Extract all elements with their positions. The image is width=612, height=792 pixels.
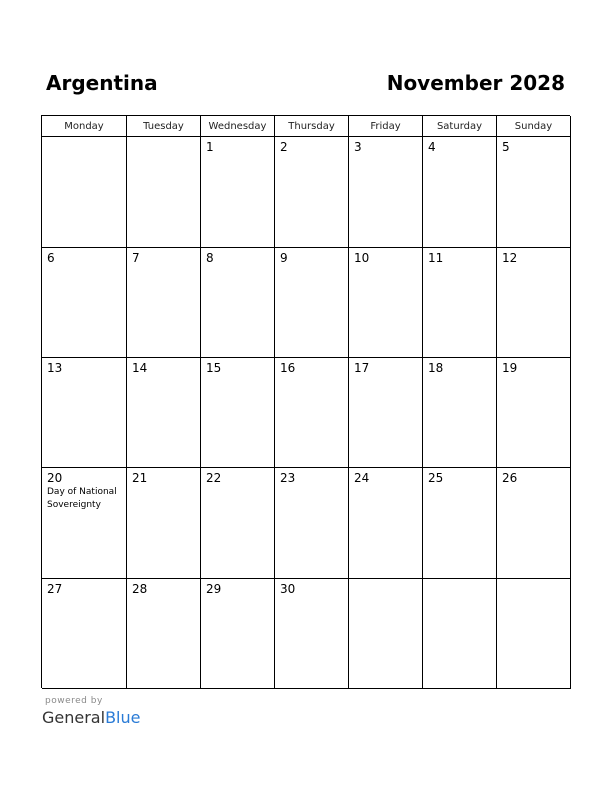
weekday-tuesday: Tuesday <box>127 116 201 137</box>
day-cell <box>42 137 127 248</box>
day-number: 27 <box>47 582 63 596</box>
day-cell <box>423 579 497 689</box>
day-number: 3 <box>354 140 362 154</box>
weekday-sunday: Sunday <box>497 116 571 137</box>
day-number: 1 <box>206 140 214 154</box>
day-cell <box>127 248 201 358</box>
day-number: 15 <box>206 361 222 375</box>
day-number: 19 <box>502 361 518 375</box>
day-cell <box>497 579 571 689</box>
day-number: 24 <box>354 471 370 485</box>
day-cell <box>423 248 497 358</box>
generalblue-logo[interactable] <box>42 708 140 727</box>
powered-by-text: powered by <box>45 696 103 706</box>
day-number: 18 <box>428 361 444 375</box>
day-cell <box>349 468 423 579</box>
day-number: 11 <box>428 251 444 265</box>
day-cell <box>42 579 127 689</box>
day-cell <box>349 579 423 689</box>
calendar-grid <box>41 115 570 688</box>
day-cell <box>349 137 423 248</box>
day-cell <box>423 137 497 248</box>
day-cell <box>201 358 275 468</box>
day-cell <box>349 358 423 468</box>
day-number: 2 <box>280 140 288 154</box>
day-cell-holiday <box>42 468 127 579</box>
day-cell <box>423 358 497 468</box>
day-number: 7 <box>132 251 140 265</box>
day-number: 23 <box>280 471 296 485</box>
day-number: 22 <box>206 471 222 485</box>
day-number: 4 <box>428 140 436 154</box>
day-cell <box>42 248 127 358</box>
weekday-wednesday: Wednesday <box>201 116 275 137</box>
day-number: 8 <box>206 251 214 265</box>
weekday-thursday: Thursday <box>275 116 349 137</box>
day-cell <box>275 358 349 468</box>
day-cell <box>275 248 349 358</box>
day-number: 9 <box>280 251 288 265</box>
day-cell <box>127 468 201 579</box>
day-cell <box>201 137 275 248</box>
day-cell <box>497 137 571 248</box>
day-cell <box>201 579 275 689</box>
day-cell <box>497 248 571 358</box>
day-number: 21 <box>132 471 148 485</box>
brand-blue: Blue <box>105 708 141 727</box>
holiday-label: Day of National Sovereignty <box>47 487 117 510</box>
day-cell <box>127 579 201 689</box>
day-number: 13 <box>47 361 63 375</box>
day-cell <box>349 248 423 358</box>
day-cell <box>201 468 275 579</box>
day-cell <box>127 137 201 248</box>
day-cell <box>275 579 349 689</box>
day-cell <box>275 137 349 248</box>
weekday-friday: Friday <box>349 116 423 137</box>
day-cell <box>42 358 127 468</box>
day-cell <box>497 468 571 579</box>
day-number: 17 <box>354 361 370 375</box>
day-number: 10 <box>354 251 370 265</box>
day-cell <box>423 468 497 579</box>
weekday-monday: Monday <box>42 116 127 137</box>
day-number: 5 <box>502 140 510 154</box>
month-year-title: November 2028 <box>386 71 565 95</box>
day-number: 16 <box>280 361 296 375</box>
day-number: 12 <box>502 251 518 265</box>
day-number: 25 <box>428 471 444 485</box>
day-number: 29 <box>206 582 222 596</box>
day-number: 14 <box>132 361 148 375</box>
day-cell <box>127 358 201 468</box>
brand-general: General <box>42 708 106 727</box>
weekday-saturday: Saturday <box>423 116 497 137</box>
day-number: 26 <box>502 471 518 485</box>
day-number: 30 <box>280 582 296 596</box>
day-number: 28 <box>132 582 148 596</box>
day-cell <box>201 248 275 358</box>
day-number: 20 <box>47 471 63 485</box>
day-cell <box>497 358 571 468</box>
day-number: 6 <box>47 251 55 265</box>
day-cell <box>275 468 349 579</box>
country-title: Argentina <box>46 71 158 95</box>
